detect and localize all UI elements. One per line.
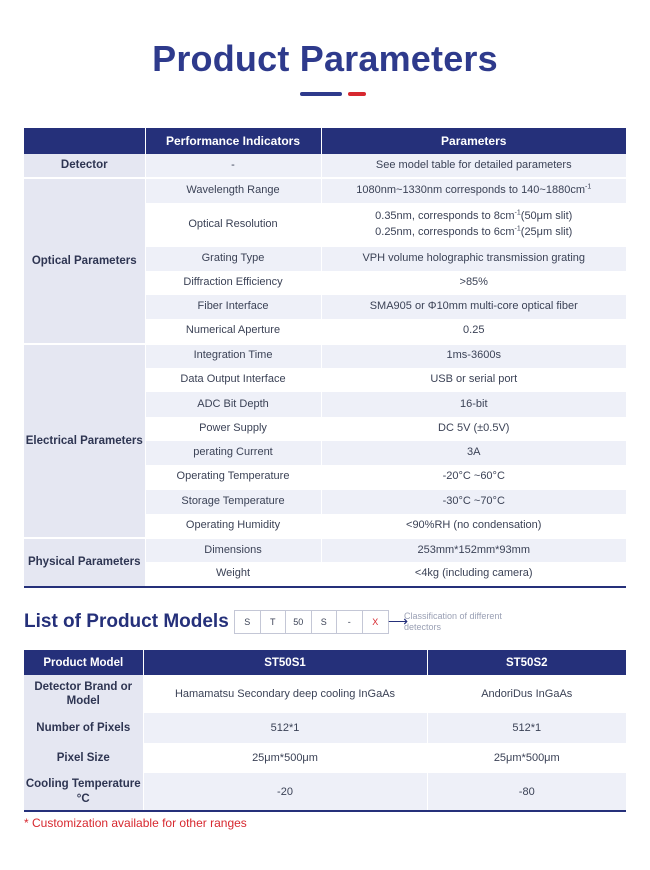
table-row <box>24 178 626 202</box>
indicator-cell: Storage Temperature <box>145 490 321 514</box>
model-value-cell: 25μm*500μm <box>427 743 626 773</box>
model-value-cell: -80 <box>427 773 626 811</box>
value-cell: 3A <box>321 441 626 465</box>
value-cell <box>321 203 626 247</box>
classification-note: Classification of different detectors <box>404 611 502 632</box>
superscript: -1 <box>514 224 521 232</box>
value-cell: DC 5V (±0.5V) <box>321 417 626 441</box>
indicator-cell: Diffraction Efficiency <box>145 271 321 295</box>
category-detector: Detector <box>24 154 145 178</box>
indicator-cell: Numerical Aperture <box>145 319 321 343</box>
table-row <box>24 713 626 743</box>
indicator-cell: Grating Type <box>145 247 321 271</box>
code-cell: S <box>235 611 261 633</box>
model-value-cell: -20 <box>143 773 427 811</box>
value-cell: 1ms-3600s <box>321 344 626 368</box>
value-cell: 253mm*152mm*93mm <box>321 538 626 562</box>
value-text: 1080nm~1330nm corresponds to 140~1880cm <box>356 183 585 196</box>
header-model-st50s1: ST50S1 <box>143 650 427 675</box>
header-blank <box>24 128 145 154</box>
title-underline-red <box>348 92 366 96</box>
table-row <box>24 154 626 178</box>
row-label: Number of Pixels <box>24 713 143 743</box>
code-cell: 50 <box>286 611 312 633</box>
header-model-st50s2: ST50S2 <box>427 650 626 675</box>
value-cell: VPH volume holographic transmission grating <box>321 247 626 271</box>
value-cell: -30°C ~70°C <box>321 490 626 514</box>
model-value-cell: Hamamatsu Secondary deep cooling InGaAs <box>143 675 427 713</box>
row-label: Pixel Size <box>24 743 143 773</box>
indicator-cell: Optical Resolution <box>145 203 321 247</box>
header-performance-indicators: Performance Indicators <box>145 128 321 154</box>
indicator-cell: Integration Time <box>145 344 321 368</box>
code-cell: T <box>261 611 287 633</box>
value-cell: See model table for detailed parameters <box>321 154 626 178</box>
table-row <box>24 675 626 713</box>
parameters-header-row <box>24 128 626 154</box>
value-text: 0.35nm, corresponds to 8cm <box>375 209 515 222</box>
table-row <box>24 538 626 562</box>
superscript: -1 <box>514 209 521 216</box>
model-value-cell: 25μm*500μm <box>143 743 427 773</box>
model-code-diagram <box>234 610 389 634</box>
value-cell: 16-bit <box>321 392 626 416</box>
value-cell: >85% <box>321 271 626 295</box>
value-cell: <90%RH (no condensation) <box>321 514 626 538</box>
code-cell: - <box>337 611 363 633</box>
category-optical: Optical Parameters <box>24 178 145 343</box>
value-text: (50μm slit) <box>520 209 573 222</box>
model-value-cell: AndoriDus InGaAs <box>427 675 626 713</box>
indicator-cell: Dimensions <box>145 538 321 562</box>
code-cell: S <box>312 611 338 633</box>
value-cell: SMA905 or Φ10mm multi-core optical fiber <box>321 295 626 319</box>
model-value-cell: 512*1 <box>427 713 626 743</box>
title-underline-blue <box>300 92 342 96</box>
value-cell: USB or serial port <box>321 368 626 392</box>
table-row <box>24 773 626 811</box>
model-value-cell: 512*1 <box>143 713 427 743</box>
table-row <box>24 344 626 368</box>
footnote: * Customization available for other ranges <box>24 816 247 830</box>
category-electrical: Electrical Parameters <box>24 344 145 538</box>
indicator-cell: Data Output Interface <box>145 368 321 392</box>
value-cell: 0.25 <box>321 319 626 343</box>
indicator-cell: Operating Humidity <box>145 514 321 538</box>
parameters-table <box>24 128 626 588</box>
models-header-row <box>24 650 626 675</box>
indicator-cell: Operating Temperature <box>145 465 321 489</box>
indicator-cell: Power Supply <box>145 417 321 441</box>
value-cell: <4kg (including camera) <box>321 562 626 586</box>
category-physical: Physical Parameters <box>24 538 145 587</box>
value-text: 0.25nm, corresponds to 6cm <box>375 225 515 238</box>
models-section-title: List of Product Models <box>24 611 229 632</box>
indicator-cell: perating Current <box>145 441 321 465</box>
value-line <box>322 225 627 241</box>
value-text: (25μm slit) <box>520 225 573 238</box>
superscript: -1 <box>584 183 592 191</box>
indicator-cell: Weight <box>145 562 321 586</box>
indicator-cell: ADC Bit Depth <box>145 392 321 416</box>
header-product-model: Product Model <box>24 650 143 675</box>
indicator-cell: - <box>145 154 321 178</box>
indicator-cell: Wavelength Range <box>145 178 321 202</box>
page-title: Product Parameters <box>152 38 498 79</box>
value-cell <box>321 178 626 202</box>
code-cell-variable: X <box>372 617 379 627</box>
header-parameters: Parameters <box>321 128 626 154</box>
row-label: Detector Brand or Model <box>24 675 143 713</box>
arrow-right-icon: ⟶ <box>388 613 409 629</box>
indicator-cell: Fiber Interface <box>145 295 321 319</box>
value-line <box>322 209 627 225</box>
models-table <box>24 650 626 812</box>
value-cell: -20°C ~60°C <box>321 465 626 489</box>
row-label: Cooling Temperature °C <box>24 773 143 811</box>
table-row <box>24 743 626 773</box>
